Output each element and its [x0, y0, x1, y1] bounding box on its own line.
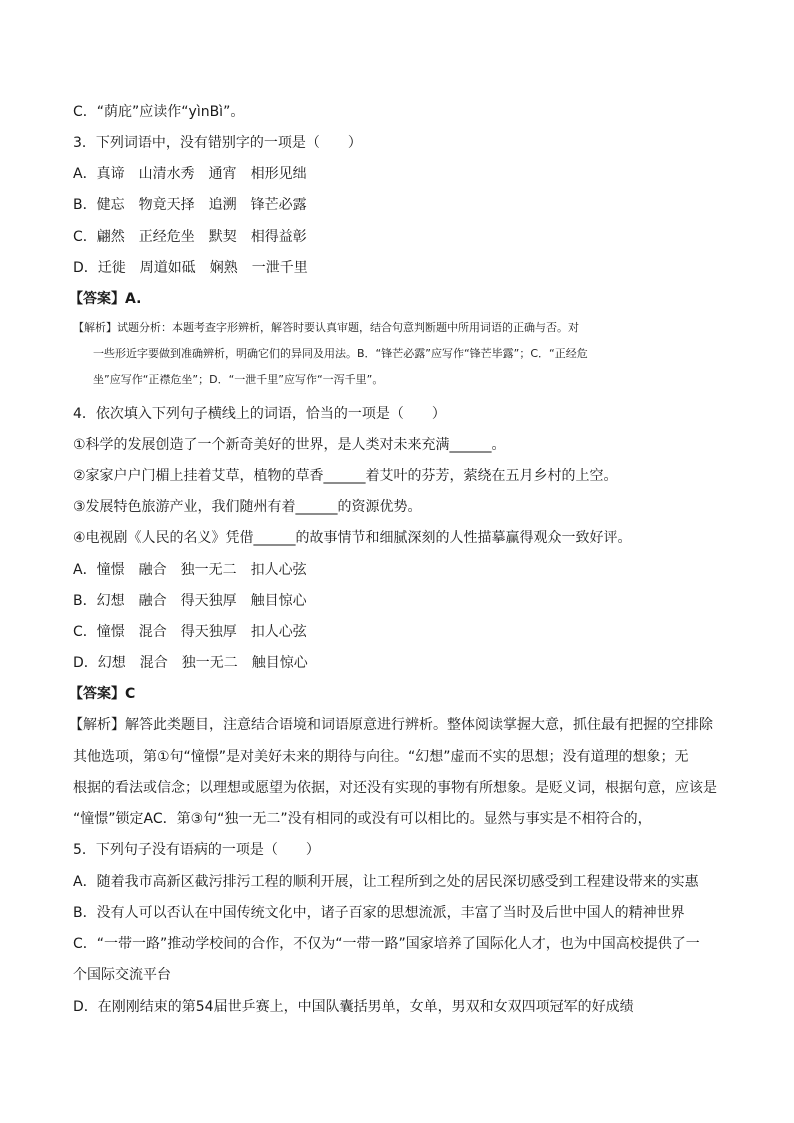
q4-answer: 【答案】C: [69, 686, 136, 702]
q4-option-a: A．憧憬 融合 独一无二 扣人心弦: [73, 562, 307, 578]
q2-option-c: C．“荫庇”应读作“yìnBì”。: [73, 104, 245, 120]
q5-option-c-line-1: C．“一带一路”推动学校间的合作，不仅为“一带一路”国家培养了国际化人才，也为中国高校提供了一: [73, 936, 700, 952]
q3-option-d: D．迁徙 周道如砥 娴熟 一泄千里: [73, 260, 308, 276]
q3-option-b: B．健忘 物竟天择 追溯 锋芒必露: [73, 197, 307, 213]
q3-option-c: C．翩然 正经危坐 默契 相得益彰: [73, 229, 307, 245]
q4-option-c: C．憧憬 混合 得天独厚 扣人心弦: [73, 624, 307, 640]
q3-analysis-line-3: 坐”应写作“正襟危坐”；D．“一泄千里”应写作“一泻千里”。: [93, 373, 384, 386]
q3-option-a: A．真谛 山清水秀 通宵 相形见绌: [73, 166, 307, 182]
q3-answer: 【答案】A.: [69, 291, 142, 307]
q4-sentence-3: ③发展特色旅游产业，我们随州有着______的资源优势。: [73, 499, 422, 515]
q5-option-b: B．没有人可以否认在中国传统文化中，诸子百家的思想流派，丰富了当时及后世中国人的精神世界: [73, 905, 685, 921]
q5-option-d: D．在刚刚结束的第54届世乒赛上，中国队囊括男单，女单，男双和女双四项冠军的好成绩: [73, 999, 634, 1015]
q4-option-d: D．幻想 混合 独一无二 触目惊心: [73, 655, 308, 671]
q4-analysis-line-3: 根据的看法或信念；以理想或愿望为依据，对还没有实现的事物有所想象。是贬义词，根据句意，应该是: [73, 780, 717, 796]
q4-option-b: B．幻想 融合 得天独厚 触目惊心: [73, 593, 307, 609]
q4-sentence-4: ④电视剧《人民的名义》凭借______的故事情节和细腻深刻的人性描摹赢得观众一致好评。: [73, 530, 632, 546]
q4-analysis-line-1: 【解析】解答此类题目，注意结合语境和词语原意进行辨析。整体阅读掌握大意，抓住最有把握的空排除: [69, 717, 713, 733]
q4-sentence-2: ②家家户户门楣上挂着艾草，植物的草香______着艾叶的芬芳，萦绕在五月乡村的上空。: [73, 468, 618, 484]
q3-analysis-line-1: 【解析】试题分析：本题考查字形辨析，解答时要认真审题，结合句意判断题中所用词语的正确与否。对: [73, 321, 579, 334]
q5-option-c-line-2: 个国际交流平台: [73, 967, 171, 983]
q4-analysis-line-2: 其他选项，第①句“憧憬”是对美好未来的期待与向往。“幻想”虚而不实的思想；没有道理的想象；无: [73, 749, 689, 765]
q3-analysis: [73, 320, 633, 398]
q3-analysis-line-2: 一些形近字要做到准确辨析，明确它们的异同及用法。B．“锋芒必露”应写作“锋芒毕露”；C．“正经危: [93, 347, 588, 360]
question-3: 3．下列词语中，没有错别字的一项是（ ）: [73, 135, 362, 151]
question-5: 5．下列句子没有语病的一项是（ ）: [73, 842, 320, 858]
q4-analysis-line-4: “憧憬”锁定AC．第③句“独一无二”没有相同的或没有可以相比的。显然与事实是不相符合的，: [73, 811, 652, 827]
q5-option-a: A．随着我市高新区截污排污工程的顺利开展，让工程所到之处的居民深切感受到工程建设带来的实惠: [73, 874, 699, 890]
q4-sentence-1: ①科学的发展创造了一个新奇美好的世界，是人类对未来充满______。: [73, 437, 506, 453]
question-4: 4．依次填入下列句子横线上的词语，恰当的一项是（ ）: [73, 406, 446, 422]
